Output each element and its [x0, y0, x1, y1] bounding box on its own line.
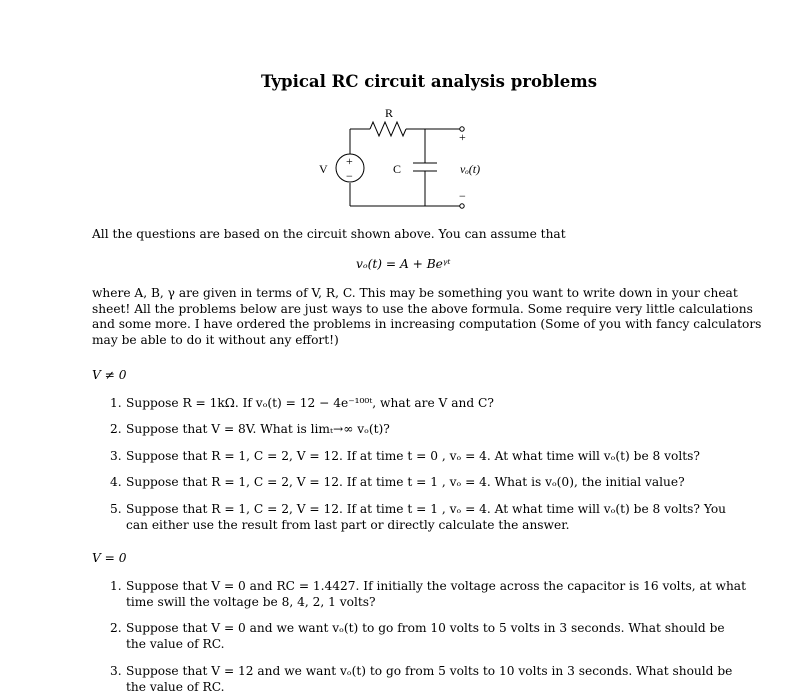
section1-item-3-num: 3. [110, 449, 122, 463]
section1-item-2-num: 2. [110, 422, 122, 436]
section1-item-2-text: Suppose that V = 8V. What is limₜ→∞ vₒ(t)? [126, 422, 390, 436]
source-label: V [319, 162, 328, 176]
section1-item-4-num: 4. [110, 475, 122, 489]
section2-item-1-text-line2: time swill the voltage be 8, 4, 2, 1 volts? [126, 595, 376, 609]
section1-item-5-num: 5. [110, 502, 122, 516]
page-title: Typical RC circuit analysis problems [261, 72, 597, 91]
resistor-label: R [385, 106, 394, 120]
output-minus-sign: − [459, 189, 466, 203]
section1-item-1-text: Suppose R = 1kΩ. If vₒ(t) = 12 − 4e⁻¹⁰⁰ᵗ, what are V and C? [126, 396, 494, 410]
section1-item-5-text-line2: can either use the result from last part or directly calculate the answer. [126, 518, 570, 532]
section2-item-2-text-line2: the value of RC. [126, 637, 225, 651]
section1-item-3-text: Suppose that R = 1, C = 2, V = 12. If at time t = 0 , vₒ = 4. At what time will vₒ(t) be 8 volts? [126, 449, 700, 463]
section2-item-1-num: 1. [110, 579, 122, 593]
source-plus-sign: + [346, 154, 353, 168]
paragraph-line-2: sheet! All the problems below are just ways to use the above formula. Some require very little calculations [92, 302, 753, 316]
rc-circuit-diagram [300, 98, 500, 216]
resistor-symbol [370, 122, 406, 136]
section1-item-5-text-line1: Suppose that R = 1, C = 2, V = 12. If at time t = 1 , vₒ = 4. At what time will vₒ(t) be 8 volts? You [126, 502, 727, 516]
capacitor-label: C [393, 162, 402, 176]
formula: vₒ(t) = A + Beᵞᵗ [356, 257, 451, 271]
output-terminal-bottom [460, 204, 464, 208]
section2-item-3-text-line1: Suppose that V = 12 and we want vₒ(t) to go from 5 volts to 10 volts in 3 seconds. What should be [126, 664, 733, 678]
paragraph-line-4: may be able to do it without any effort!) [92, 333, 339, 347]
section2-item-3-text-line2: the value of RC. [126, 680, 225, 694]
section2-item-1-text-line1: Suppose that V = 0 and RC = 1.4427. If initially the voltage across the capacitor is 16 volts, at what [126, 579, 746, 593]
section2-item-2-num: 2. [110, 621, 122, 635]
paragraph-line-1: where A, B, γ are given in terms of V, R, C. This may be something you want to write down in your cheat [92, 286, 738, 300]
paragraph-line-3: and some more. I have ordered the problems in increasing computation (Some of you with fancy calculators [92, 317, 762, 331]
output-voltage-label: vₒ(t) [460, 162, 481, 176]
section2-item-2-text-line1: Suppose that V = 0 and we want vₒ(t) to go from 10 volts to 5 volts in 3 seconds. What should be [126, 621, 725, 635]
intro-text: All the questions are based on the circuit shown above. You can assume that [92, 227, 566, 241]
section1-heading: V ≠ 0 [92, 368, 127, 382]
source-minus-sign: − [346, 169, 353, 183]
section2-heading: V = 0 [92, 551, 127, 565]
section2-item-3-num: 3. [110, 664, 122, 678]
section1-item-4-text: Suppose that R = 1, C = 2, V = 12. If at time t = 1 , vₒ = 4. What is vₒ(0), the initial value? [126, 475, 685, 489]
section1-item-1-num: 1. [110, 396, 122, 410]
output-plus-sign: + [459, 130, 466, 144]
